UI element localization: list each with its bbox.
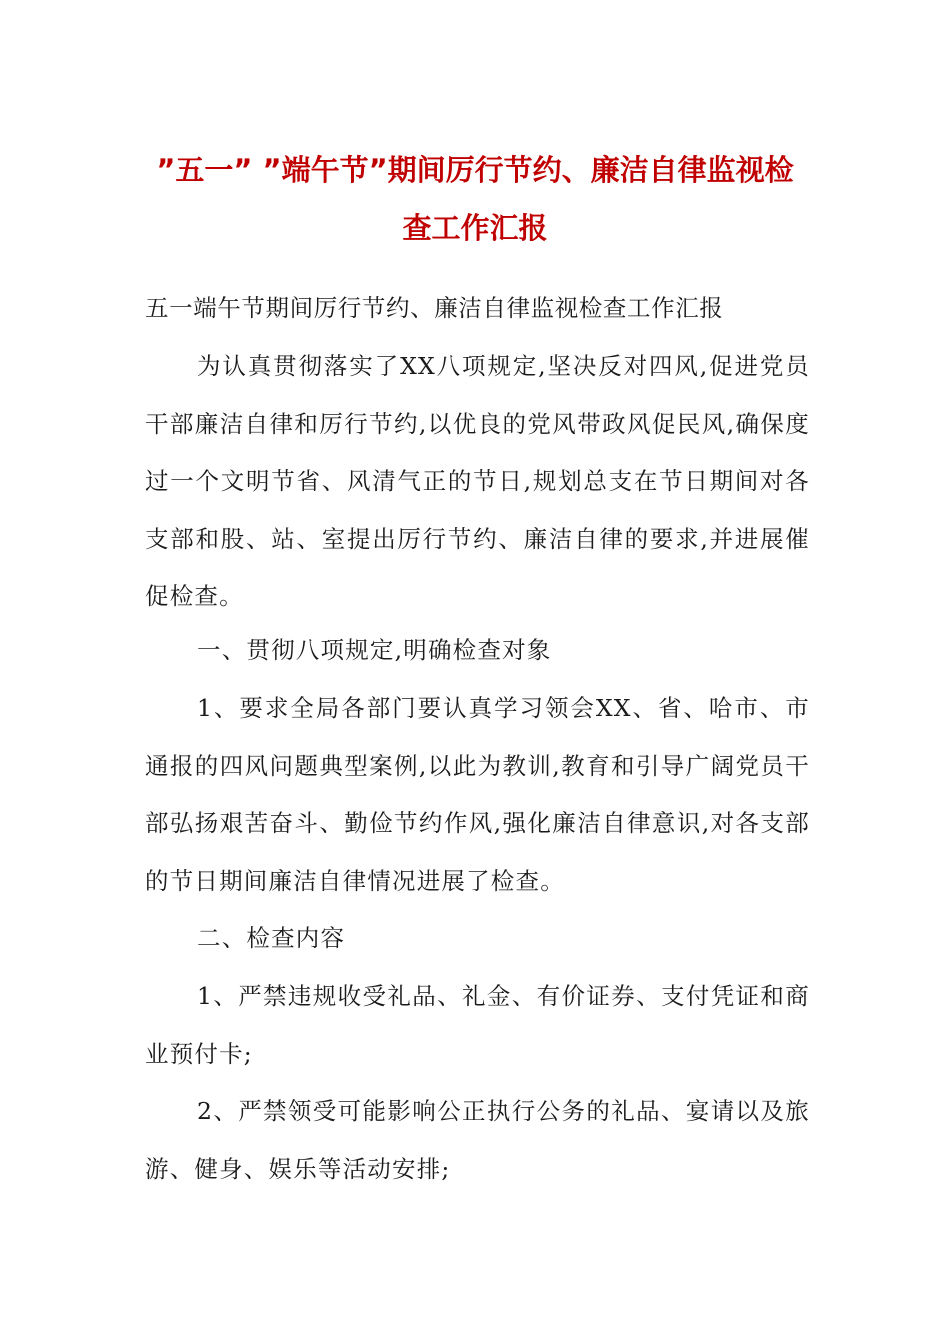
intro-paragraph: 为认真贯彻落实了XX八项规定,坚决反对四风,促进党员干部廉洁自律和厉行节约,以优良的党风带政风促民风,确保度过一个文明节省、风清气正的节日,规划总支在节日期间对各支部和股、站、室提出厉行节约、廉洁自律的要求,并进展催促检查。	[145, 352, 810, 610]
document-title-line-2: 查工作汇报	[402, 211, 548, 245]
section-heading-2: 二、检查内容	[197, 924, 346, 952]
document-title-line-1: ”五一” ”端午节”期间厉行节约、廉洁自律监视检	[156, 153, 794, 187]
section-1-item-1: 1、要求全局各部门要认真学习领会XX、省、哈市、市通报的四风问题典型案例,以此为教训,教育和引导广阔党员干部弘扬艰苦奋斗、勤俭节约作风,强化廉洁自律意识,对各支部的节日期间廉洁自律情况进展了检查。	[145, 694, 810, 895]
subtitle-paragraph: 五一端午节期间厉行节约、廉洁自律监视检查工作汇报	[145, 294, 724, 322]
section-2-item-2: 2、严禁领受可能影响公正执行公务的礼品、宴请以及旅游、健身、娱乐等活动安排;	[145, 1097, 810, 1183]
section-2-item-1: 1、严禁违规收受礼品、礼金、有价证券、支付凭证和商业预付卡;	[145, 982, 810, 1068]
section-heading-1: 一、贯彻八项规定,明确检查对象	[197, 636, 552, 664]
